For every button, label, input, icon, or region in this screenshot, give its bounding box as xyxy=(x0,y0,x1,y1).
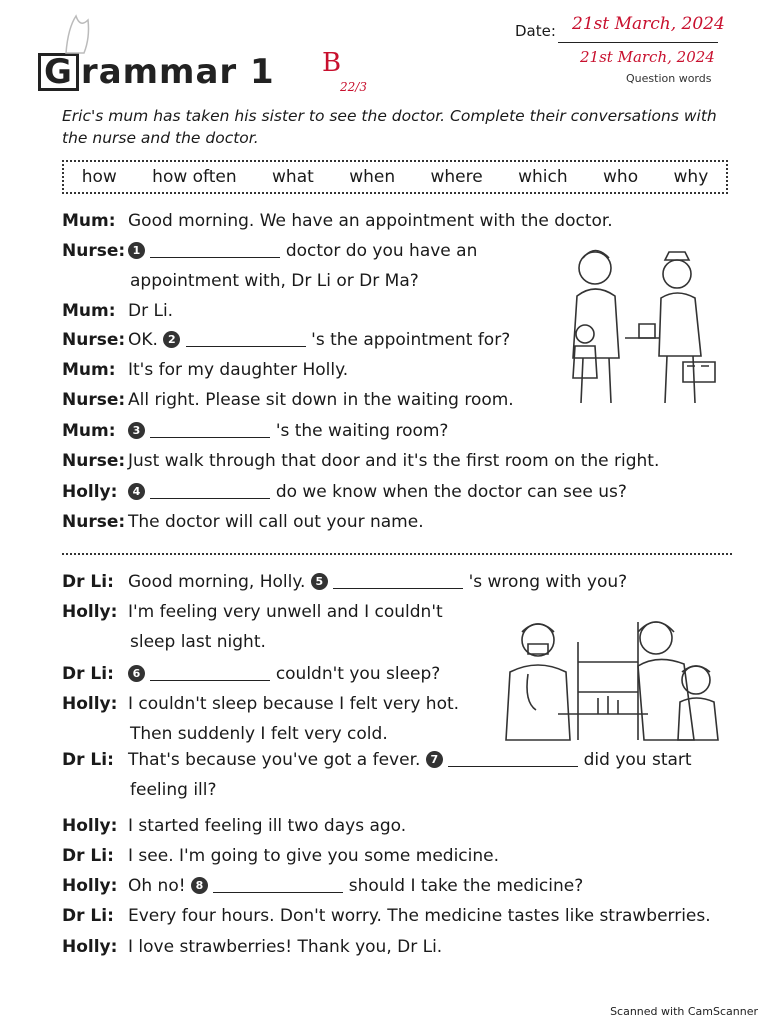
dialogue-text-after-blank: 's the appointment for? xyxy=(311,330,511,350)
dialogue-text-before-blank: OK. xyxy=(128,330,164,350)
worksheet-title xyxy=(38,52,275,92)
dialogue-line xyxy=(62,812,406,840)
answer-blank[interactable] xyxy=(186,328,306,347)
speaker-label: Holly: xyxy=(62,602,118,622)
question-number-badge: 6 xyxy=(128,665,145,682)
dialogue-line xyxy=(62,417,448,445)
scanner-footer: Scanned with CamScanner xyxy=(610,1005,758,1018)
speaker-label: Mum: xyxy=(62,301,116,321)
speaker-label: Nurse: xyxy=(62,330,126,350)
dialogue-line xyxy=(62,326,510,354)
question-number-badge: 4 xyxy=(128,483,145,500)
speaker-label: Holly: xyxy=(62,694,118,714)
speaker-label: Dr Li: xyxy=(62,750,114,770)
question-number-badge: 8 xyxy=(191,877,208,894)
question-number-badge: 2 xyxy=(163,331,180,348)
dialogue-line xyxy=(62,237,477,265)
dialogue-text-after-blank: 's the waiting room? xyxy=(275,421,449,441)
answer-blank[interactable] xyxy=(448,748,578,767)
speaker-label: Dr Li: xyxy=(62,572,114,592)
title-rest: rammar 1 xyxy=(80,52,275,92)
answer-blank[interactable] xyxy=(213,874,343,893)
word-box-item: when xyxy=(349,167,396,187)
word-box-item: who xyxy=(603,167,639,187)
answer-blank[interactable] xyxy=(333,570,463,589)
corner-doodle-icon xyxy=(58,8,98,58)
dialogue-line xyxy=(62,902,711,930)
word-box xyxy=(62,160,728,194)
dialogue-text-after-blank: do we know when the doctor can see us? xyxy=(275,482,627,502)
speaker-label: Mum: xyxy=(62,360,116,380)
dialogue-text: The doctor will call out your name. xyxy=(128,512,424,532)
date-handwritten-copy: 21st March, 2024 xyxy=(580,48,715,66)
dialogue-text-after-blank: doctor do you have an xyxy=(285,241,478,261)
dialogue-continuation: appointment with, Dr Li or Dr Ma? xyxy=(130,271,419,291)
word-box-item: what xyxy=(272,167,314,187)
dialogue-line xyxy=(62,297,173,325)
speaker-label: Nurse: xyxy=(62,512,126,532)
answer-blank[interactable] xyxy=(150,662,270,681)
dialogue-text-before-blank: That's because you've got a fever. xyxy=(128,750,426,770)
grade-mark: B xyxy=(322,48,342,78)
speaker-label: Nurse: xyxy=(62,390,126,410)
word-box-item: how often xyxy=(152,167,237,187)
dialogue-text: Dr Li. xyxy=(128,301,174,321)
dialogue-text: All right. Please sit down in the waiting room. xyxy=(128,390,514,410)
speaker-label: Holly: xyxy=(62,937,118,957)
speaker-label: Nurse: xyxy=(62,241,126,261)
speaker-label: Dr Li: xyxy=(62,664,114,684)
dialogue-continuation: sleep last night. xyxy=(130,632,266,652)
question-number-badge: 7 xyxy=(426,751,443,768)
dialogue-text-after-blank: should I take the medicine? xyxy=(348,876,584,896)
dialogue-text: I love strawberries! Thank you, Dr Li. xyxy=(128,937,443,957)
topic-label: Question words xyxy=(626,72,712,85)
speaker-label: Nurse: xyxy=(62,451,126,471)
speaker-label: Dr Li: xyxy=(62,846,114,866)
dialogue-line xyxy=(62,746,692,774)
dialogue-line xyxy=(62,478,627,506)
dialogue-line xyxy=(62,690,459,718)
dialogue-line xyxy=(62,447,659,475)
speaker-label: Holly: xyxy=(62,816,118,836)
instructions: Eric's mum has taken his sister to see the doctor. Complete their conversations with the nurse and the doctor. xyxy=(62,107,717,147)
dialogue-text-after-blank: couldn't you sleep? xyxy=(275,664,441,684)
dialogue-text: It's for my daughter Holly. xyxy=(128,360,349,380)
answer-blank[interactable] xyxy=(150,480,270,499)
dialogue-line xyxy=(62,207,613,235)
dialogue-continuation: feeling ill? xyxy=(130,780,217,800)
answer-blank[interactable] xyxy=(150,419,270,438)
nurse-scene-illustration-icon xyxy=(555,238,725,408)
dialogue-line xyxy=(62,386,514,414)
word-box-item: which xyxy=(518,167,568,187)
section-divider xyxy=(62,553,732,555)
date-handwritten: 21st March, 2024 xyxy=(572,14,725,34)
dialogue-line xyxy=(62,598,443,626)
dialogue-text: Every four hours. Don't worry. The medicine tastes like strawberries. xyxy=(128,906,711,926)
title-initial: G xyxy=(38,53,79,91)
dialogue-text: Good morning. We have an appointment with the doctor. xyxy=(128,211,613,231)
date-label: Date: xyxy=(515,22,556,40)
date-line xyxy=(558,42,718,43)
question-number-badge: 5 xyxy=(311,573,328,590)
dialogue-text: I see. I'm going to give you some medicine. xyxy=(128,846,500,866)
speaker-label: Mum: xyxy=(62,211,116,231)
question-number-badge: 3 xyxy=(128,422,145,439)
dialogue-text-after-blank: 's wrong with you? xyxy=(468,572,628,592)
word-box-item: how xyxy=(81,167,117,187)
dialogue-line xyxy=(62,508,424,536)
dialogue-line xyxy=(62,356,348,384)
word-box-item: why xyxy=(673,167,709,187)
speaker-label: Dr Li: xyxy=(62,906,114,926)
dialogue-text-before-blank: Good morning, Holly. xyxy=(128,572,311,592)
dialogue-continuation: Then suddenly I felt very cold. xyxy=(130,724,388,744)
dialogue-line xyxy=(62,568,627,596)
dialogue-text: I started feeling ill two days ago. xyxy=(128,816,407,836)
dialogue-text: I couldn't sleep because I felt very hot. xyxy=(128,694,460,714)
answer-blank[interactable] xyxy=(150,239,280,258)
dialogue-text: Just walk through that door and it's the first room on the right. xyxy=(128,451,660,471)
question-number-badge: 1 xyxy=(128,242,145,259)
dialogue-line xyxy=(62,872,583,900)
dialogue-line xyxy=(62,842,499,870)
dialogue-text-after-blank: did you start xyxy=(583,750,692,770)
score-mark: 22/3 xyxy=(340,80,367,94)
speaker-label: Holly: xyxy=(62,876,118,896)
dialogue-line xyxy=(62,660,440,688)
word-box-item: where xyxy=(430,167,483,187)
doctor-scene-illustration-icon xyxy=(488,602,728,742)
dialogue-text: I'm feeling very unwell and I couldn't xyxy=(128,602,443,622)
speaker-label: Holly: xyxy=(62,482,118,502)
dialogue-text-before-blank: Oh no! xyxy=(128,876,191,896)
dialogue-line xyxy=(62,933,442,961)
speaker-label: Mum: xyxy=(62,421,116,441)
